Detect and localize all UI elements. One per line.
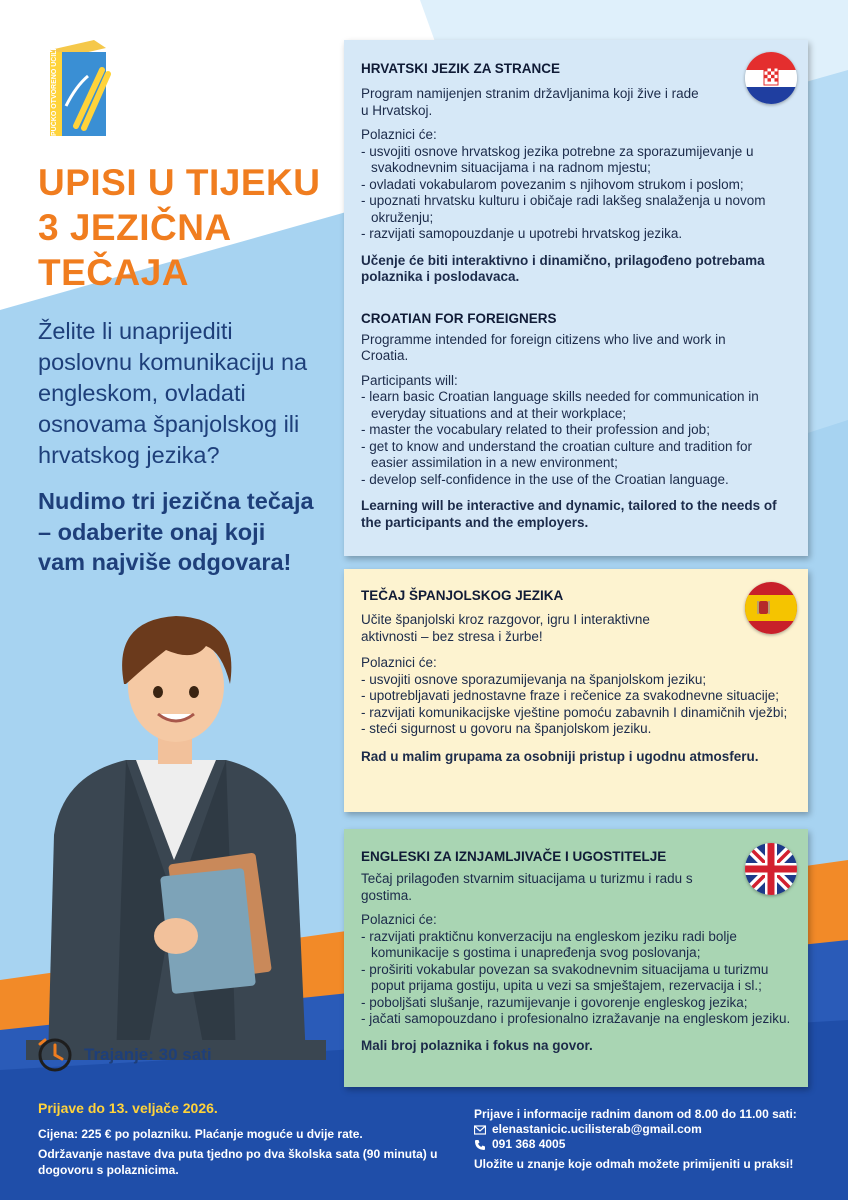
duration	[36, 1036, 212, 1074]
english-desc: Tečaj prilagođen stvarnim situacijama u turizmu i radu s gostima.	[361, 871, 693, 903]
list-item: - steći sigurnost u govoru na španjolskom jeziku.	[361, 721, 792, 738]
croatian-list-hr	[361, 144, 792, 243]
footer-right	[474, 1107, 824, 1172]
list-item: - razvijati praktičnu konverzaciju na engleskom jeziku radi bolje komunikacije s gostima i unapređenja svog poslovanja;	[361, 929, 792, 962]
spanish-note: Rad u malim grupama za osobniji pristup i ugodnu atmosferu.	[361, 748, 759, 764]
croatian-note-en: Learning will be interactive and dynamic, tailored to the needs of the participants and the employers.	[361, 498, 777, 530]
logo-small-text: PUČKO OTVORENO UČILIŠTE	[51, 36, 58, 136]
croatian-title-hr: HRVATSKI JEZIK ZA STRANCE	[361, 61, 561, 76]
list-item: - razvijati samopouzdanje u upotrebi hrvatskog jezika.	[361, 226, 792, 243]
slogan-text: Uložite u znanje koje odmah možete primijeniti u praksi!	[474, 1157, 794, 1171]
list-item: - usvojiti osnove sporazumijevanja na španjolskom jeziku;	[361, 672, 792, 689]
student-illustration	[26, 600, 326, 1060]
logo	[36, 36, 132, 146]
croatian-title-en: CROATIAN FOR FOREIGNERS	[361, 310, 557, 326]
english-note: Mali broj polaznika i fokus na govor.	[361, 1037, 593, 1053]
list-item: - poboljšati slušanje, razumijevanje i govorenje engleskog jezika;	[361, 995, 792, 1012]
course-card-croatian	[344, 40, 808, 556]
list-item: - proširiti vokabular povezan sa svakodnevnim situacijama u turizmu poput prijama gostiju, upita u vezi sa smještajem, rezervacija i sl.;	[361, 962, 792, 995]
croatian-list-en	[361, 389, 792, 488]
duration-text: Trajanje: 30 sati	[84, 1045, 212, 1064]
croatian-intro-en: Participants will:	[361, 372, 458, 388]
croatian-note-hr: Učenje će biti interaktivno i dinamično, prilagođeno potrebama polaznika i poslodavaca.	[361, 252, 765, 284]
spanish-intro: Polaznici će:	[361, 655, 437, 670]
list-item: - learn basic Croatian language skills needed for communication in everyday situations and at their workplace;	[361, 389, 792, 422]
phone-link[interactable]: 091 368 4005	[492, 1137, 566, 1151]
email-row	[474, 1122, 824, 1137]
intro-text: Želite li unaprijediti poslovnu komunikaciju na engleskom, ovladati osnovama španjolskog ili hrvatskog jezika?	[38, 318, 308, 468]
croatian-desc-hr: Program namijenjen stranim državljanima koji žive i rade u Hrvatskoj.	[361, 86, 699, 118]
schedule-text: Održavanje nastave dva puta tjedno po dva školska sata (90 minuta) u dogovoru s polaznicima.	[38, 1147, 438, 1177]
mail-icon	[474, 1124, 486, 1136]
headline-line2: 3 JEZIČNA	[38, 207, 232, 248]
uk-flag-icon	[745, 843, 797, 895]
list-item: - razvijati komunikacijske vještine pomoću zabavnih I dinamičnih vježbi;	[361, 705, 792, 722]
list-item: - ovladati vokabularom povezanim s njihovom strukom i poslom;	[361, 177, 792, 194]
headline-line1: UPISI U TIJEKU	[38, 162, 321, 203]
english-list	[361, 929, 792, 1028]
list-item: - jačati samopouzdano i profesionalno izražavanje na engleskom jeziku.	[361, 1011, 792, 1028]
list-item: - develop self-confidence in the use of the Croatian language.	[361, 472, 792, 489]
phone-icon	[474, 1139, 486, 1151]
list-item: - upoznati hrvatsku kulturu i običaje radi lakšeg snalaženja u novom okruženju;	[361, 193, 792, 226]
croatian-intro-hr: Polaznici će:	[361, 127, 437, 142]
email-link[interactable]: elenastanicic.ucilisterab@gmail.com	[492, 1122, 702, 1136]
spanish-list	[361, 672, 792, 738]
logo-rab-text: rab	[110, 125, 128, 137]
spain-flag-icon	[745, 582, 797, 634]
deadline-text: Prijave do 13. veljače 2026.	[38, 1100, 218, 1116]
offer-text: Nudimo tri jezična tečaja – odaberite onaj koji vam najviše odgovara!	[38, 488, 314, 575]
course-card-english	[344, 829, 808, 1087]
croatian-desc-en: Programme intended for foreign citizens who live and work in Croatia.	[361, 331, 726, 363]
info-text: Prijave i informacije radnim danom od 8.00 do 11.00 sati:	[474, 1107, 797, 1121]
price-text: Cijena: 225 € po polazniku. Plaćanje moguće u dvije rate.	[38, 1127, 363, 1141]
english-title: ENGLESKI ZA IZNJAMLJIVAČE I UGOSTITELJE	[361, 849, 667, 864]
list-item: - get to know and understand the croatian culture and tradition for easier assimilation in a new environment;	[361, 439, 792, 472]
spanish-desc: Učite španjolski kroz razgovor, igru I interaktivne aktivnosti – bez stresa i žurbe!	[361, 612, 650, 644]
clock-icon	[36, 1036, 74, 1074]
spanish-title: TEČAJ ŠPANJOLSKOG JEZIKA	[361, 588, 564, 603]
list-item: - usvojiti osnove hrvatskog jezika potrebne za sporazumijevanje u svakodnevnim situacijama i na radnom mjestu;	[361, 144, 792, 177]
list-item: - upotrebljavati jednostavne fraze i rečenice za svakodnevne situacije;	[361, 688, 792, 705]
english-intro: Polaznici će:	[361, 912, 437, 927]
headline-line3: TEČAJA	[38, 252, 190, 293]
list-item: - master the vocabulary related to their profession and job;	[361, 422, 792, 439]
phone-row	[474, 1137, 824, 1152]
headline	[38, 160, 321, 295]
course-card-spanish	[344, 569, 808, 812]
croatia-flag-icon	[745, 52, 797, 104]
footer-left	[38, 1100, 458, 1178]
